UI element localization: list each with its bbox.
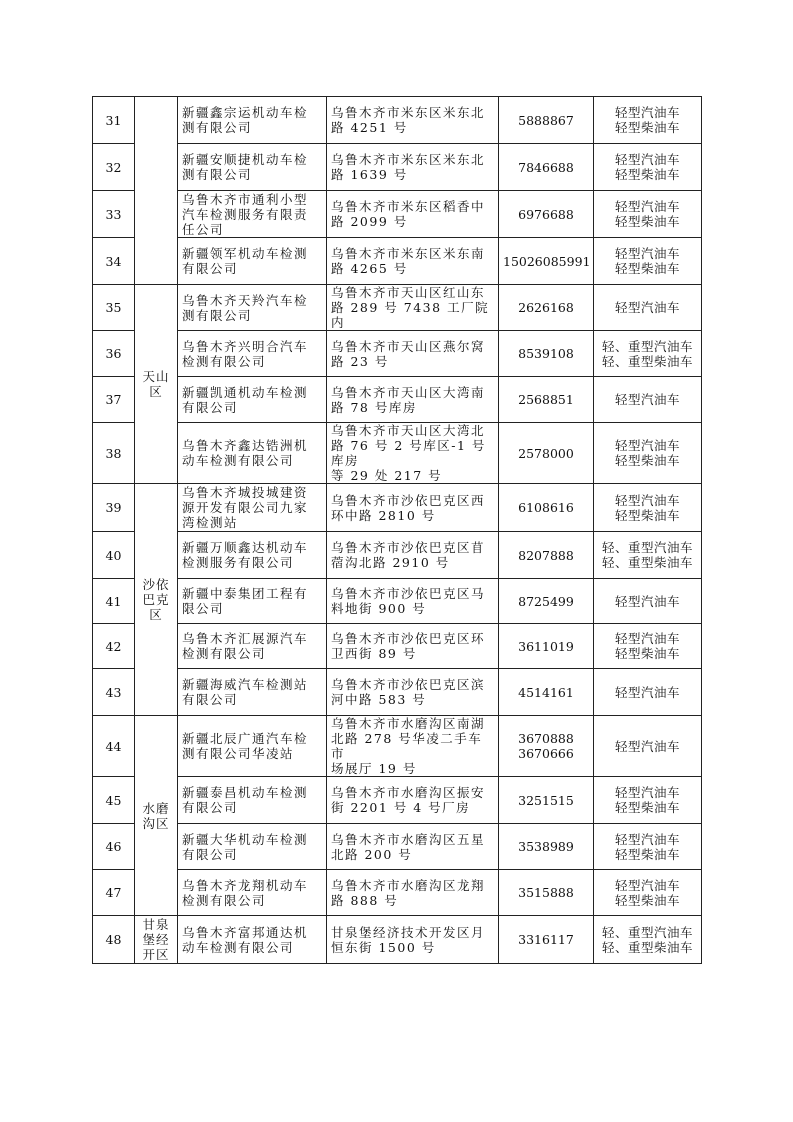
district-cell xyxy=(135,916,178,964)
address-line: 乌鲁木齐市沙依巴克区西 xyxy=(331,492,486,508)
district-label-line: 区 xyxy=(149,607,163,622)
district-cell xyxy=(135,97,178,285)
district-label-line: 水磨 xyxy=(142,800,170,816)
company-name-line: 乌鲁木齐龙翔机动车 xyxy=(182,877,309,893)
phone-number xyxy=(499,916,594,964)
address xyxy=(327,532,499,579)
company-name xyxy=(178,824,327,870)
address xyxy=(327,331,499,377)
phone-number xyxy=(499,777,594,824)
company-name xyxy=(178,285,327,331)
company-name xyxy=(178,377,327,423)
vehicle-type xyxy=(594,144,702,191)
address-line: 路 4265 号 xyxy=(331,261,408,276)
address-line: 乌鲁木齐市水磨沟区振安 xyxy=(331,785,486,800)
table-row xyxy=(93,423,702,484)
vehicle-type-line: 轻、重型柴油车 xyxy=(601,939,693,955)
vehicle-type-line: 轻型柴油车 xyxy=(614,846,680,862)
vehicle-type-line: 轻型柴油车 xyxy=(614,214,680,229)
address-line: 蓿沟北路 2910 号 xyxy=(331,555,450,570)
row-number: 32 xyxy=(93,144,135,191)
company-name-line: 乌鲁木齐富邦通达机 xyxy=(182,924,309,940)
address xyxy=(327,824,499,870)
vehicle-type-line: 轻、重型柴油车 xyxy=(601,353,693,369)
address-line: 乌鲁木齐市沙依巴克区滨 xyxy=(331,677,486,692)
address xyxy=(327,97,499,144)
address xyxy=(327,285,499,331)
phone-number xyxy=(499,579,594,624)
address-line: 北路 278 号华凌二手车市 xyxy=(331,731,483,761)
vehicle-type-line: 轻型汽油车 xyxy=(614,392,680,407)
address-line: 乌鲁木齐市米东区米东北 xyxy=(331,152,486,167)
company-name-line: 乌鲁木齐城投城建资 xyxy=(182,485,309,500)
company-name-line: 乌鲁木齐鑫达锆洲机 xyxy=(182,438,309,453)
vehicle-type-line: 轻型汽油车 xyxy=(614,684,680,700)
address xyxy=(327,624,499,669)
vehicle-type-line: 轻型汽油车 xyxy=(614,785,680,800)
district-label-line: 开区 xyxy=(142,947,170,962)
table-row xyxy=(93,532,702,579)
row-number: 39 xyxy=(93,484,135,532)
vehicle-type xyxy=(594,916,702,964)
address-line: 路 4251 号 xyxy=(331,120,408,135)
table-row xyxy=(93,777,702,824)
address-line: 料地街 900 号 xyxy=(331,601,427,616)
district-label-line: 巴克 xyxy=(142,592,170,607)
company-name-line: 新疆凯通机动车检测 xyxy=(182,384,309,400)
district-cell xyxy=(135,716,178,916)
company-name-line: 乌鲁木齐汇展源汽车 xyxy=(182,631,309,646)
company-name xyxy=(178,579,327,624)
vehicle-type xyxy=(594,331,702,377)
company-name-line: 新疆泰昌机动车检测 xyxy=(182,785,309,800)
vehicle-type-line: 轻型汽油车 xyxy=(614,492,680,508)
row-number: 47 xyxy=(93,870,135,916)
address-line: 甘泉堡经济技术开发区月 xyxy=(331,924,486,940)
vehicle-type xyxy=(594,777,702,824)
address-line: 街 2201 号 4 号厂房 xyxy=(331,800,471,815)
company-name-line: 新疆大华机动车检测 xyxy=(182,831,309,847)
row-number: 31 xyxy=(93,97,135,144)
address-line: 乌鲁木齐市米东区米东南 xyxy=(331,246,486,261)
table-row xyxy=(93,716,702,777)
phone-number xyxy=(499,716,594,777)
company-name xyxy=(178,238,327,285)
table-row xyxy=(93,97,702,144)
company-name-line: 新疆北辰广通汽车检 xyxy=(182,731,309,746)
company-name-line: 有限公司 xyxy=(182,261,239,276)
vehicle-type xyxy=(594,484,702,532)
company-name xyxy=(178,716,327,777)
table-row xyxy=(93,824,702,870)
phone-number-line: 3611019 xyxy=(518,638,574,654)
vehicle-type-line: 轻型柴油车 xyxy=(614,507,680,523)
phone-number-line: 2568851 xyxy=(518,392,574,407)
vehicle-type-line: 轻型柴油车 xyxy=(614,167,680,182)
table-row xyxy=(93,870,702,916)
address-line: 乌鲁木齐市天山区红山东 xyxy=(331,285,486,300)
company-name xyxy=(178,777,327,824)
district-label-line: 沟区 xyxy=(142,815,170,831)
vehicle-type-line: 轻型柴油车 xyxy=(614,892,680,908)
address-line: 乌鲁木齐市天山区大湾北 xyxy=(331,423,486,438)
company-name-line: 动车检测有限公司 xyxy=(182,453,295,468)
table-row xyxy=(93,624,702,669)
vehicle-type-line: 轻、重型汽油车 xyxy=(601,924,693,940)
row-number: 42 xyxy=(93,624,135,669)
phone-number-line: 3316117 xyxy=(518,932,574,947)
phone-number xyxy=(499,331,594,377)
company-name-line: 湾检测站 xyxy=(182,515,239,530)
company-name xyxy=(178,532,327,579)
address xyxy=(327,238,499,285)
company-name-line: 新疆万顺鑫达机动车 xyxy=(182,540,309,555)
phone-number-line: 15026085991 xyxy=(503,253,591,269)
company-name-line: 有限公司 xyxy=(182,846,239,862)
phone-number-line: 7846688 xyxy=(518,159,574,175)
vehicle-type-line: 轻、重型汽油车 xyxy=(601,540,693,555)
vehicle-type xyxy=(594,285,702,331)
company-name-line: 检测有限公司 xyxy=(182,892,267,908)
vehicle-type xyxy=(594,870,702,916)
company-name-line: 新疆中泰集团工程有 xyxy=(182,586,309,601)
address-line: 乌鲁木齐市天山区大湾南 xyxy=(331,384,486,400)
vehicle-type-line: 轻型汽油车 xyxy=(614,593,680,609)
company-name-line: 检测有限公司 xyxy=(182,353,267,369)
inspection-station-table xyxy=(92,96,702,964)
table-row xyxy=(93,579,702,624)
row-number: 41 xyxy=(93,579,135,624)
company-name xyxy=(178,484,327,532)
phone-number-line: 3538989 xyxy=(518,839,574,854)
vehicle-type-line: 轻型汽油车 xyxy=(614,631,680,646)
company-name-line: 有限公司 xyxy=(182,399,239,415)
address xyxy=(327,777,499,824)
address-line: 环中路 2810 号 xyxy=(331,507,436,523)
vehicle-type-line: 轻型柴油车 xyxy=(614,261,680,276)
company-name-line: 有限公司 xyxy=(182,692,239,707)
vehicle-type xyxy=(594,532,702,579)
row-number: 46 xyxy=(93,824,135,870)
district-label-line: 沙依 xyxy=(142,577,170,592)
phone-number-line: 6108616 xyxy=(518,500,574,515)
company-name-line: 测有限公司 xyxy=(182,167,253,182)
phone-number xyxy=(499,669,594,716)
table-body xyxy=(93,97,702,964)
company-name-line: 动车检测有限公司 xyxy=(182,939,295,955)
company-name xyxy=(178,144,327,191)
district-label-line: 堡经 xyxy=(142,932,170,947)
phone-number xyxy=(499,285,594,331)
company-name-line: 检测有限公司 xyxy=(182,646,267,661)
address xyxy=(327,423,499,484)
company-name-line: 测有限公司 xyxy=(182,120,253,135)
company-name xyxy=(178,916,327,964)
phone-number xyxy=(499,97,594,144)
vehicle-type xyxy=(594,669,702,716)
company-name-line: 测有限公司华凌站 xyxy=(182,746,295,761)
company-name xyxy=(178,331,327,377)
company-name-line: 乌鲁木齐市通利小型 xyxy=(182,191,309,207)
phone-number xyxy=(499,238,594,285)
table-row xyxy=(93,669,702,716)
vehicle-type xyxy=(594,238,702,285)
phone-number xyxy=(499,532,594,579)
address-line: 路 23 号 xyxy=(331,353,389,369)
row-number: 43 xyxy=(93,669,135,716)
phone-number xyxy=(499,191,594,238)
address-line: 河中路 583 号 xyxy=(331,692,427,707)
table-row xyxy=(93,377,702,423)
vehicle-type xyxy=(594,97,702,144)
company-name xyxy=(178,191,327,238)
vehicle-type-line: 轻型汽油车 xyxy=(614,152,680,167)
phone-number-line: 8539108 xyxy=(518,346,574,361)
phone-number-line: 8207888 xyxy=(518,547,574,563)
vehicle-type-line: 轻型柴油车 xyxy=(614,800,680,815)
phone-number xyxy=(499,824,594,870)
company-name-line: 汽车检测服务有限责 xyxy=(182,206,309,222)
vehicle-type-line: 轻型汽油车 xyxy=(614,246,680,261)
address-line: 乌鲁木齐市米东区稻香中 xyxy=(331,199,486,214)
company-name-line: 检测服务有限公司 xyxy=(182,555,295,570)
address-line: 场展厅 19 号 xyxy=(331,761,417,776)
address-line: 乌鲁木齐市沙依巴克区马 xyxy=(331,586,486,601)
vehicle-type-line: 轻型柴油车 xyxy=(614,120,680,135)
table-row xyxy=(93,238,702,285)
vehicle-type-line: 轻型柴油车 xyxy=(614,453,680,468)
address xyxy=(327,484,499,532)
company-name-line: 新疆鑫宗运机动车检 xyxy=(182,105,309,120)
address-line: 路 1639 号 xyxy=(331,167,408,182)
vehicle-type xyxy=(594,624,702,669)
phone-number-line: 3670666 xyxy=(518,746,574,761)
table-row xyxy=(93,144,702,191)
phone-number-line: 8725499 xyxy=(518,593,574,609)
row-number: 45 xyxy=(93,777,135,824)
address-line: 北路 200 号 xyxy=(331,846,413,862)
address xyxy=(327,579,499,624)
phone-number xyxy=(499,870,594,916)
phone-number-line: 5888867 xyxy=(518,112,574,128)
vehicle-type-line: 轻型汽油车 xyxy=(614,831,680,847)
address-line: 等 29 处 217 号 xyxy=(331,468,443,483)
phone-number-line: 4514161 xyxy=(518,684,574,700)
company-name xyxy=(178,97,327,144)
row-number: 44 xyxy=(93,716,135,777)
address xyxy=(327,144,499,191)
address xyxy=(327,377,499,423)
phone-number xyxy=(499,484,594,532)
table-row xyxy=(93,191,702,238)
address-line: 乌鲁木齐市沙依巴克区苜 xyxy=(331,540,486,555)
row-number: 38 xyxy=(93,423,135,484)
phone-number-line: 3515888 xyxy=(518,885,574,900)
table-row xyxy=(93,285,702,331)
row-number: 33 xyxy=(93,191,135,238)
phone-number xyxy=(499,377,594,423)
company-name xyxy=(178,624,327,669)
company-name-line: 新疆海威汽车检测站 xyxy=(182,677,309,692)
vehicle-type-line: 轻型汽油车 xyxy=(614,438,680,453)
address xyxy=(327,669,499,716)
address-line: 乌鲁木齐市米东区米东北 xyxy=(331,105,486,120)
address-line: 乌鲁木齐市天山区燕尔窝 xyxy=(331,338,486,354)
phone-number-line: 6976688 xyxy=(518,206,574,222)
vehicle-type-line: 轻、重型汽油车 xyxy=(601,338,693,354)
vehicle-type xyxy=(594,579,702,624)
district-label-line: 天山 xyxy=(142,369,170,384)
vehicle-type-line: 轻型汽油车 xyxy=(614,199,680,214)
company-name xyxy=(178,669,327,716)
address-line: 路 76 号 2 号库区-1 号库房 xyxy=(331,438,486,468)
company-name-line: 有限公司 xyxy=(182,800,239,815)
company-name-line: 测有限公司 xyxy=(182,307,253,323)
address-line: 乌鲁木齐市水磨沟区五星 xyxy=(331,831,486,847)
vehicle-type-line: 轻型汽油车 xyxy=(614,738,680,754)
row-number: 34 xyxy=(93,238,135,285)
phone-number-line: 2578000 xyxy=(518,445,574,461)
company-name-line: 乌鲁木齐兴明合汽车 xyxy=(182,338,309,354)
table-row xyxy=(93,916,702,964)
table-row xyxy=(93,331,702,377)
table-row xyxy=(93,484,702,532)
company-name-line: 源开发有限公司九家 xyxy=(182,500,309,515)
company-name xyxy=(178,423,327,484)
vehicle-type xyxy=(594,716,702,777)
vehicle-type-line: 轻型柴油车 xyxy=(614,646,680,661)
phone-number xyxy=(499,144,594,191)
address-line: 乌鲁木齐市沙依巴克区环 xyxy=(331,631,486,646)
phone-number-line: 3670888 xyxy=(518,731,574,746)
vehicle-type-line: 轻型汽油车 xyxy=(614,877,680,893)
company-name-line: 乌鲁木齐天羚汽车检 xyxy=(182,292,309,308)
address-line: 乌鲁木齐市水磨沟区南湖 xyxy=(331,716,486,731)
address xyxy=(327,870,499,916)
row-number: 36 xyxy=(93,331,135,377)
address-line: 路 78 号库房 xyxy=(331,399,417,415)
company-name-line: 新疆领军机动车检测 xyxy=(182,246,309,261)
district-label-line: 甘泉 xyxy=(142,917,170,932)
row-number: 35 xyxy=(93,285,135,331)
vehicle-type-line: 轻、重型柴油车 xyxy=(601,555,693,570)
company-name-line: 新疆安顺捷机动车检 xyxy=(182,152,309,167)
vehicle-type-line: 轻型汽油车 xyxy=(614,300,680,315)
district-label-line: 区 xyxy=(149,384,163,399)
vehicle-type xyxy=(594,377,702,423)
row-number: 40 xyxy=(93,532,135,579)
address-line: 路 888 号 xyxy=(331,892,399,908)
address-line: 卫西街 89 号 xyxy=(331,646,417,661)
vehicle-type xyxy=(594,191,702,238)
company-name xyxy=(178,870,327,916)
address xyxy=(327,191,499,238)
address xyxy=(327,916,499,964)
company-name-line: 任公司 xyxy=(182,221,225,237)
address-line: 路 2099 号 xyxy=(331,214,408,229)
phone-number-line: 3251515 xyxy=(518,792,574,808)
address xyxy=(327,716,499,777)
district-cell xyxy=(135,484,178,716)
row-number: 37 xyxy=(93,377,135,423)
phone-number-line: 2626168 xyxy=(518,300,574,315)
company-name-line: 限公司 xyxy=(182,601,225,616)
vehicle-type xyxy=(594,423,702,484)
address-line: 恒东街 1500 号 xyxy=(331,939,436,955)
address-line: 路 289 号 7438 工厂院内 xyxy=(331,300,490,330)
vehicle-type xyxy=(594,824,702,870)
row-number: 48 xyxy=(93,916,135,964)
district-cell xyxy=(135,285,178,484)
address-line: 乌鲁木齐市水磨沟区龙翔 xyxy=(331,877,486,893)
phone-number xyxy=(499,423,594,484)
phone-number xyxy=(499,624,594,669)
vehicle-type-line: 轻型汽油车 xyxy=(614,105,680,120)
